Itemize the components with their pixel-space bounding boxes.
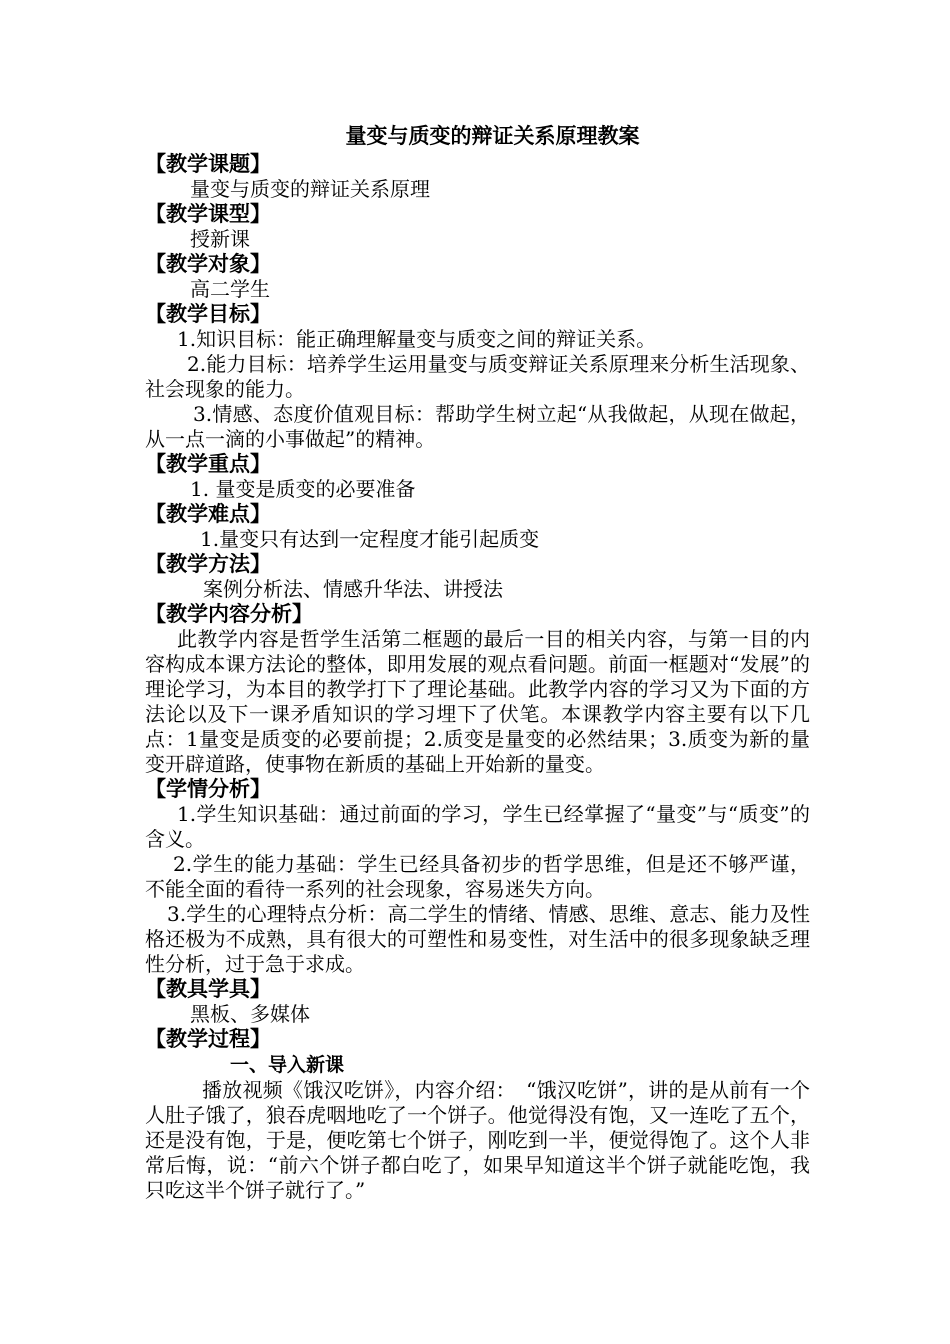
difficulties-text: 1.量变只有达到一定程度才能引起质变 xyxy=(200,527,540,551)
student-analysis-psychology: 3.学生的心理特点分析：高二学生的情绪、情感、思维、意志、能力及性格还极为不成熟，具有很大的可塑性和易变性，对生活中的很多现象缺乏理性分析，过于急于求成。 xyxy=(145,902,810,976)
section-heading-topic: 【教学课题】 xyxy=(145,152,271,176)
process-subheading-intro: 一、导入新课 xyxy=(230,1054,345,1076)
section-heading-content-analysis: 【教学内容分析】 xyxy=(145,602,313,626)
key-points-text: 1. 量变是质变的必要准备 xyxy=(190,477,416,501)
process-intro-text: 播放视频《饿汉吃饼》，内容介绍： “饿汉吃饼”，讲的是从前有一个人肚子饿了，狼吞虎咽地吃了一个饼子。他觉得没有饱，又一连吃了五个，还是没有饱，于是，便吃第七个饼子，刚吃到一半，便觉得饱了。这个人非常后悔，说：“前六个饼子都白吃了，如果早知道这半个饼子就能吃饱，我只吃这半个饼子就行了。” xyxy=(145,1078,810,1202)
section-heading-student-analysis: 【学情分析】 xyxy=(145,777,271,801)
goal-item-emotion: 3.情感、态度价值观目标：帮助学生树立起“从我做起，从现在做起，从一点一滴的小事做起”的精神。 xyxy=(145,402,810,451)
student-analysis-knowledge: 1.学生知识基础：通过前面的学习，学生已经掌握了“量变”与“质变”的含义。 xyxy=(145,802,810,851)
document-title: 量变与质变的辩证关系原理教案 xyxy=(345,124,640,148)
section-heading-tools: 【教具学具】 xyxy=(145,977,271,1001)
section-heading-goals: 【教学目标】 xyxy=(145,302,271,326)
topic-text: 量变与质变的辩证关系原理 xyxy=(190,177,430,201)
student-analysis-ability: 2.学生的能力基础：学生已经具备初步的哲学思维，但是还不够严谨，不能全面的看待一系列的社会现象，容易迷失方向。 xyxy=(145,852,810,901)
audience-text: 高二学生 xyxy=(190,277,270,301)
goal-item-knowledge: 1.知识目标：能正确理解量变与质变之间的辩证关系。 xyxy=(177,327,657,351)
section-heading-methods: 【教学方法】 xyxy=(145,552,271,576)
methods-text: 案例分析法、情感升华法、讲授法 xyxy=(203,577,503,601)
section-heading-key-points: 【教学重点】 xyxy=(145,452,271,476)
section-heading-type: 【教学课型】 xyxy=(145,202,271,226)
content-analysis-text: 此教学内容是哲学生活第二框题的最后一目的相关内容，与第一目的内容构成本课方法论的整体，即用发展的观点看问题。前面一框题对“发展”的理论学习，为本目的教学打下了理论基础。此教学内容的学习又为下面的方法论以及下一课矛盾知识的学习埋下了伏笔。本课教学内容主要有以下几点：1量变是质变的必要前提；2.质变是量变的必然结果；3.质变为新的量变开辟道路，使事物在新质的基础上开始新的量变。 xyxy=(145,627,810,776)
lesson-plan xyxy=(145,120,810,1203)
section-heading-difficulties: 【教学难点】 xyxy=(145,502,271,526)
goal-item-ability: 2.能力目标：培养学生运用量变与质变辩证关系原理来分析生活现象、社会现象的能力。 xyxy=(145,352,810,401)
tools-text: 黑板、多媒体 xyxy=(190,1002,310,1026)
type-text: 授新课 xyxy=(190,227,250,251)
section-heading-process: 【教学过程】 xyxy=(145,1027,271,1051)
section-heading-audience: 【教学对象】 xyxy=(145,252,271,276)
